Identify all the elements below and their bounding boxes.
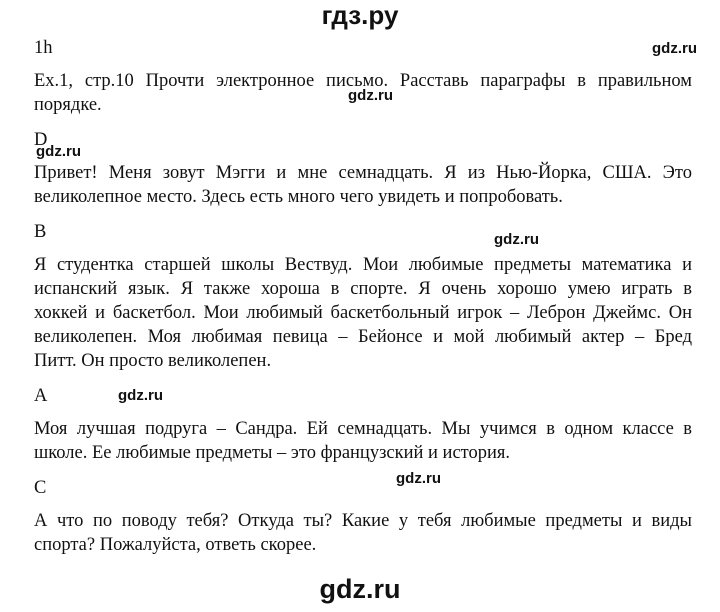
exercise-instruction-line-1: Ex.1, стр.10 Прочти электронное письмо. Расставь параграфы в правильном: [34, 71, 692, 91]
paragraph-b-line-4: великолепен. Моя любимая певица – Бейонсе и мой любимый актер – Бред: [34, 327, 692, 347]
section-label: 1h: [34, 38, 53, 58]
paragraph-c-line-2: спорта? Пожалуйста, ответь скорее.: [34, 535, 317, 555]
watermark: gdz.ru: [36, 143, 81, 160]
footer-site-name: gdz.ru: [319, 574, 401, 604]
paragraph-d-line-2: великолепное место. Здесь есть много чего увидеть и попробовать.: [34, 187, 563, 207]
paragraph-letter-c: C: [34, 478, 47, 498]
paragraph-b-line-5: Питт. Он просто великолепен.: [34, 351, 272, 371]
watermark: gdz.ru: [396, 470, 441, 487]
watermark: gdz.ru: [652, 40, 697, 57]
watermark: gdz.ru: [494, 231, 539, 248]
paragraph-b-line-3: хоккей и баскетбол. Мои любимый баскетбольный игрок – Леброн Джеймс. Он: [34, 303, 692, 323]
paragraph-d-line-1: Привет! Меня зовут Мэгги и мне семнадцать. Я из Нью-Йорка, США. Это: [34, 163, 692, 183]
paragraph-a-line-1: Моя лучшая подруга – Сандра. Ей семнадцать. Мы учимся в одном классе в: [34, 419, 692, 439]
paragraph-b-line-1: Я студентка старшей школы Вествуд. Мои любимые предметы математика и: [34, 255, 692, 275]
site-title: гдз.ру: [321, 0, 399, 30]
paragraph-letter-d: D: [34, 130, 48, 150]
watermark: gdz.ru: [348, 87, 393, 104]
paragraph-a-line-2: школе. Ее любимые предметы – это французский и история.: [34, 443, 511, 463]
paragraph-letter-a: A: [34, 386, 48, 406]
paragraph-letter-b: B: [34, 222, 47, 242]
paragraph-c-line-1: А что по поводу тебя? Откуда ты? Какие у тебя любимые предметы и виды: [34, 511, 692, 531]
exercise-instruction-line-2: порядке.: [34, 95, 102, 115]
paragraph-b-line-2: испанский язык. Я также хороша в спорте. Я очень хорошо умею играть в: [34, 279, 692, 299]
watermark: gdz.ru: [118, 387, 163, 404]
